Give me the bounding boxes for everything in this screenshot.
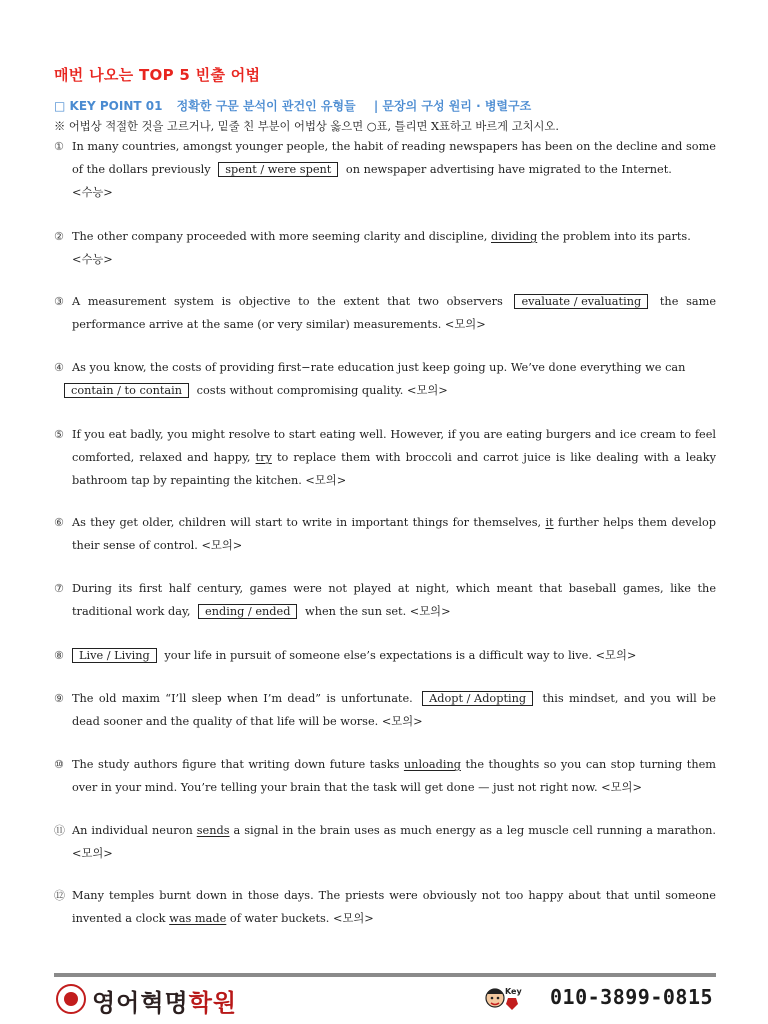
question-text: costs without compromising quality.: [196, 384, 404, 397]
question-text: The old maxim “I’ll sleep when I’m dead” is unfortunate.: [72, 692, 413, 705]
underlined-phrase[interactable]: it: [545, 516, 554, 529]
answer-choice-box[interactable]: spent / were spent: [218, 162, 338, 177]
question-text: a signal in the brain uses as much energy as a leg muscle cell running a marathon.: [233, 824, 716, 837]
question-number: ⑥: [54, 516, 64, 529]
underlined-phrase[interactable]: dividing: [491, 230, 538, 243]
instruction-text: ※ 어법상 적절한 것을 고르거나, 밑줄 친 부분이 어법상 옳으면 ○표, 틀리면 X표하고 바르게 고치시오.: [54, 120, 559, 133]
question-text: your life in pursuit of someone else’s expectations is a difficult way to live.: [164, 649, 592, 662]
question-text: During its first half century, games were not played at night, which meant that baseball games, like the traditional work day,: [72, 582, 716, 618]
question-item: [54, 511, 716, 557]
question-text: on newspaper advertising have migrated to the Internet.: [345, 163, 672, 176]
question-number: ⑦: [54, 582, 64, 595]
answer-choice-box[interactable]: evaluate / evaluating: [514, 294, 648, 309]
question-number: ⑧: [54, 649, 64, 662]
question-item: [54, 884, 716, 930]
question-item: [54, 135, 716, 204]
academy-name-accent: 학원: [188, 988, 238, 1017]
key-point-heading: [54, 97, 531, 114]
question-number: ⑫: [54, 889, 65, 902]
question-text: the same performance arrive at the same (or very similar) measurements.: [72, 295, 717, 331]
source-tag: <모의>: [72, 847, 113, 860]
question-item: [54, 290, 716, 336]
question-text: further helps them develop their sense of control.: [72, 516, 717, 552]
question-text: As they get older, children will start to write in important things for themselves,: [72, 516, 542, 529]
question-number: ②: [54, 230, 64, 243]
page-title: 매번 나오는 TOP 5 빈출 어법: [54, 66, 261, 84]
question-item: [54, 423, 716, 492]
academy-seal-icon: [56, 984, 86, 1014]
question-text: The study authors figure that writing down future tasks: [72, 758, 400, 771]
question-text: A measurement system is objective to the extent that two observers: [72, 295, 503, 308]
question-text: this mindset, and you will be dead sooner and the quality of that life will be worse.: [72, 692, 716, 728]
key-point-subtitle: 정확한 구문 분석이 관건인 유형들: [176, 99, 356, 113]
question-number: ⑩: [54, 758, 64, 771]
source-tag: <모의>: [409, 605, 451, 618]
key-point-topic: | 문장의 구성 원리 · 병렬구조: [373, 99, 532, 113]
question-item: [54, 819, 716, 865]
source-tag: <모의>: [201, 539, 243, 552]
question-text: of water buckets.: [229, 912, 330, 925]
question-text: An individual neuron: [72, 824, 193, 837]
underlined-phrase[interactable]: was made: [169, 912, 227, 925]
answer-choice-box[interactable]: contain / to contain: [64, 383, 189, 398]
answer-choice-box[interactable]: Live / Living: [72, 648, 157, 663]
question-number: ⑤: [54, 428, 64, 441]
academy-name: 영어혁명: [92, 988, 189, 1017]
question-number: ③: [54, 295, 64, 308]
underlined-phrase[interactable]: unloading: [403, 758, 461, 771]
answer-choice-box[interactable]: ending / ended: [198, 604, 297, 619]
question-item: [54, 753, 716, 799]
question-number: ⑨: [54, 692, 64, 705]
source-tag: <모의>: [305, 474, 347, 487]
underlined-phrase[interactable]: sends: [196, 824, 230, 837]
question-item: [54, 644, 716, 667]
question-text: If you eat badly, you might resolve to start eating well. However, if you are eating burgers and ice cream to feel comforted, relaxed and happy,: [72, 428, 716, 464]
question-text: As you know, the costs of providing first−rate education just keep going up. We’ve done everything we can: [72, 361, 686, 374]
source-tag: <모의>: [332, 912, 374, 925]
mascot-label: Key: [505, 987, 522, 996]
answer-choice-box[interactable]: Adopt / Adopting: [422, 691, 533, 706]
question-item: [54, 687, 716, 733]
question-text: to replace them with broccoli and carrot juice is like dealing with a leaky bathroom tap by repainting the kitchen.: [72, 451, 716, 487]
key-point-label: □ KEY POINT 01: [54, 99, 163, 113]
source-tag: <수능>: [72, 186, 113, 199]
question-number: ④: [54, 361, 64, 374]
source-tag: <모의>: [444, 318, 486, 331]
phone-number: 010-3899-0815: [550, 985, 714, 1009]
question-item: [54, 225, 716, 271]
underlined-phrase[interactable]: try: [255, 451, 272, 464]
source-tag: <수능>: [72, 253, 113, 266]
question-text: the thoughts so you can stop turning them over in your mind. You’re telling your brain that the task will get done — just not right now.: [72, 758, 717, 794]
question-text: when the sun set.: [305, 605, 407, 618]
question-text: The other company proceeded with more seeming clarity and discipline,: [72, 230, 488, 243]
mascot-icon: [484, 982, 520, 1016]
question-item: [54, 356, 716, 402]
source-tag: <모의>: [407, 384, 448, 397]
source-tag: <모의>: [381, 715, 423, 728]
source-tag: <모의>: [595, 649, 637, 662]
question-text: the problem into its parts.: [540, 230, 691, 243]
question-number: ⑪: [54, 824, 65, 837]
question-text: Many temples burnt down in those days. The priests were obviously not too happy about that until someone invented a clock: [72, 889, 716, 925]
question-number: ①: [54, 140, 64, 153]
question-item: [54, 577, 716, 623]
source-tag: <모의>: [601, 781, 642, 794]
question-text: In many countries, amongst younger people, the habit of reading newspapers has been on the decline and some of the dollars previously: [72, 140, 716, 176]
footer-divider: [54, 973, 716, 977]
academy-logo: [92, 983, 237, 1018]
